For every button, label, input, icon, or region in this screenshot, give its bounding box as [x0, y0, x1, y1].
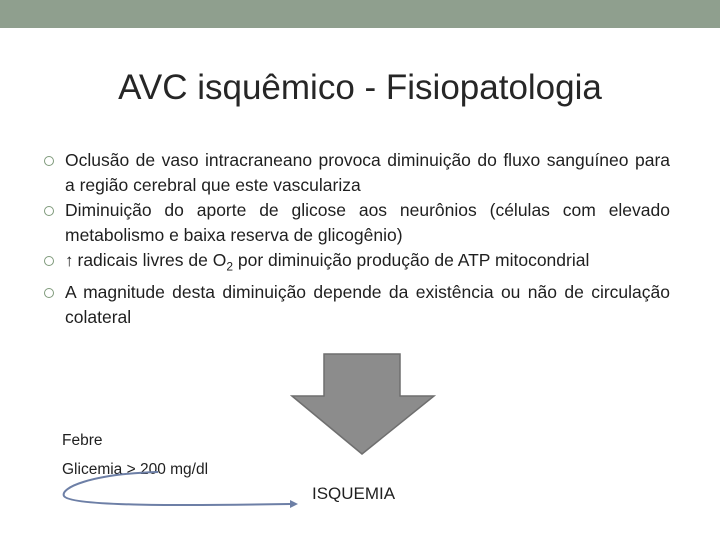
glycemia-label: Glicemia > 200 mg/dl [62, 461, 209, 478]
bullet-item-2 [40, 198, 670, 248]
down-arrow-icon [290, 350, 440, 460]
bullet-text-after: por diminuição produção de ATP mitocondrial [233, 250, 590, 270]
bullet-item-1 [40, 148, 670, 198]
bullet-list [40, 148, 670, 330]
top-banner [0, 0, 720, 28]
bullet-item-3 [40, 248, 670, 280]
bullet-text-before: radicais livres de O [77, 250, 227, 270]
bullet-item-4 [40, 280, 670, 330]
bullet-text: A magnitude desta diminuição depende da existência ou não de circulação colateral [65, 281, 670, 327]
bullet-circle-icon [44, 256, 54, 266]
bullet-circle-icon [44, 288, 54, 298]
bullet-circle-icon [44, 206, 54, 216]
fever-label: Febre [62, 432, 103, 449]
bullet-text [65, 248, 670, 280]
ischemia-label: ISQUEMIA [312, 484, 396, 503]
subscript-two: 2 [226, 259, 233, 274]
slide-title: AVC isquêmico - Fisiopatologia [118, 68, 602, 107]
bullet-circle-icon [44, 156, 54, 166]
up-arrow-icon: ↑ [65, 251, 74, 270]
curved-connector-arrow [50, 470, 300, 515]
bullet-text: Oclusão de vaso intracraneano provoca diminuição do fluxo sanguíneo para a região cerebral que este vasculariza [65, 150, 670, 195]
bullet-text: Diminuição do aporte de glicose aos neurônios (células com elevado metabolismo e baixa reserva de glicogênio) [65, 200, 670, 245]
